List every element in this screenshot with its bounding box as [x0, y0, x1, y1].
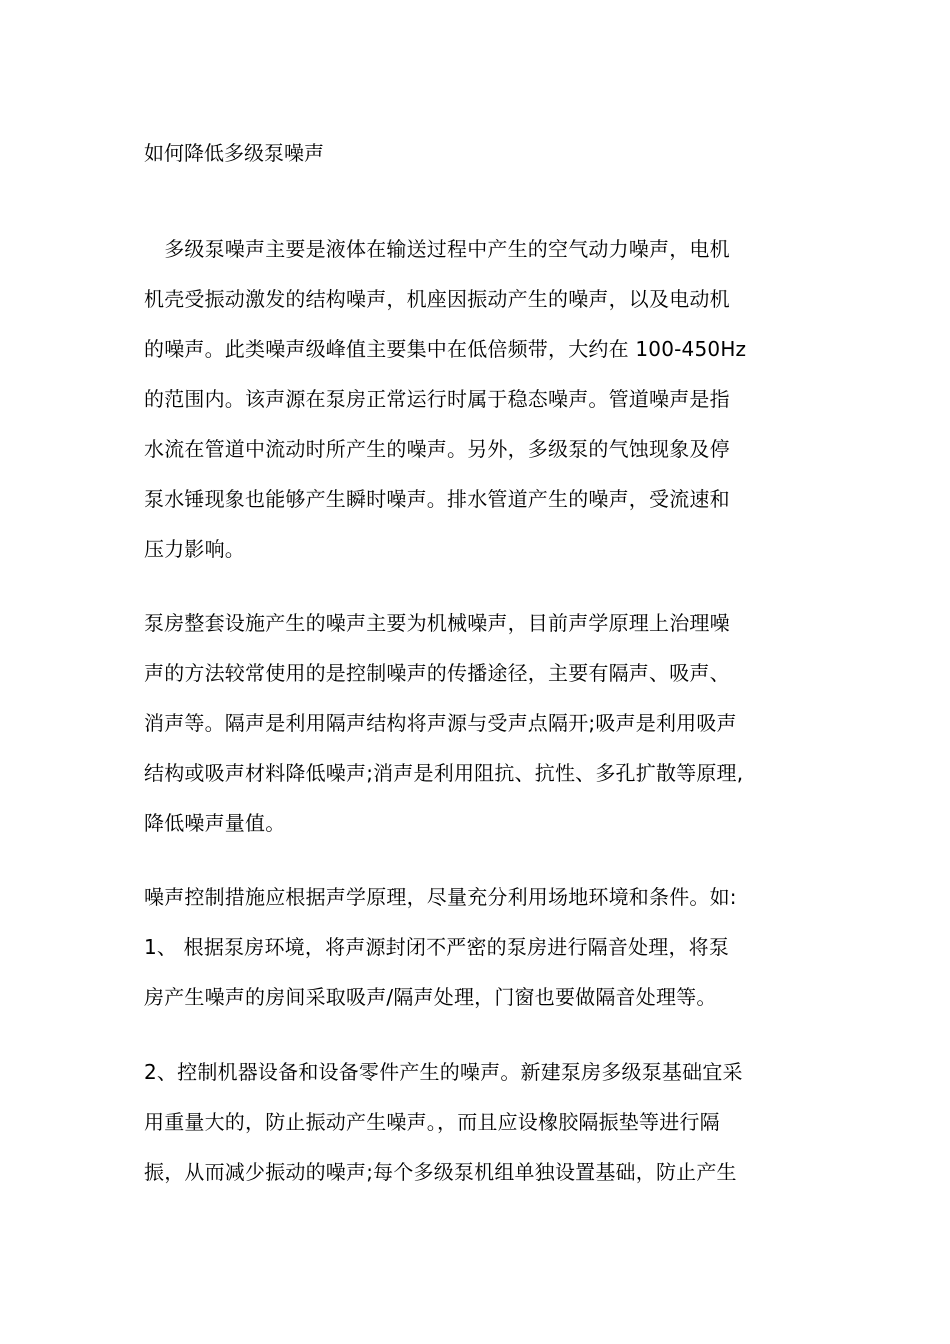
text-line: 泵水锤现象也能够产生瞬时噪声。排水管道产生的噪声，受流速和 — [144, 487, 730, 511]
text-line: 房产生噪声的房间采取吸声/隔声处理，门窗也要做隔音处理等。 — [144, 985, 717, 1009]
text-line: 振，从而减少振动的噪声;每个多级泵机组单独设置基础，防止产生 — [144, 1160, 737, 1184]
paragraph-noise-sources — [144, 224, 746, 574]
text-line: 泵房整套设施产生的噪声主要为机械噪声，目前声学原理上治理噪 — [144, 611, 730, 635]
text-line: 降低噪声量值。 — [144, 811, 286, 835]
text-line: 噪声控制措施应根据声学原理，尽量充分利用场地环境和条件。如: — [144, 885, 737, 909]
text-line: 消声等。隔声是利用隔声结构将声源与受声点隔开;吸声是利用吸声 — [144, 711, 737, 735]
text-line: 声的方法较常使用的是控制噪声的传播途径，主要有隔声、吸声、 — [144, 661, 730, 685]
text-line: 2、控制机器设备和设备零件产生的噪声。新建泵房多级泵基础宜采 — [144, 1060, 743, 1084]
text-line: 1、 根据泵房环境，将声源封闭不严密的泵房进行隔音处理，将泵 — [144, 935, 730, 959]
text-line: 的范围内。该声源在泵房正常运行时属于稳态噪声。管道噪声是指 — [144, 387, 730, 411]
text-line: 压力影响。 — [144, 537, 245, 561]
paragraph-noise-control-methods — [144, 598, 743, 848]
text-line: 用重量大的，防止振动产生噪声。，而且应设橡胶隔振垫等进行隔 — [144, 1110, 720, 1134]
paragraph-control-measures — [144, 872, 737, 1022]
document-title: 如何降低多级泵噪声 — [144, 141, 324, 165]
text-line: 机壳受振动激发的结构噪声，机座因振动产生的噪声，以及电动机 — [144, 287, 730, 311]
text-line: 结构或吸声材料降低噪声;消声是利用阻抗、抗性、多孔扩散等原理, — [144, 761, 744, 785]
paragraph-equipment-noise — [144, 1047, 743, 1197]
text-line: 水流在管道中流动时所产生的噪声。另外，多级泵的气蚀现象及停 — [144, 437, 730, 461]
text-line: 的噪声。此类噪声级峰值主要集中在低倍频带，大约在 100-450Hz — [144, 337, 747, 361]
text-line: 多级泵噪声主要是液体在输送过程中产生的空气动力噪声，电机 — [144, 237, 730, 261]
